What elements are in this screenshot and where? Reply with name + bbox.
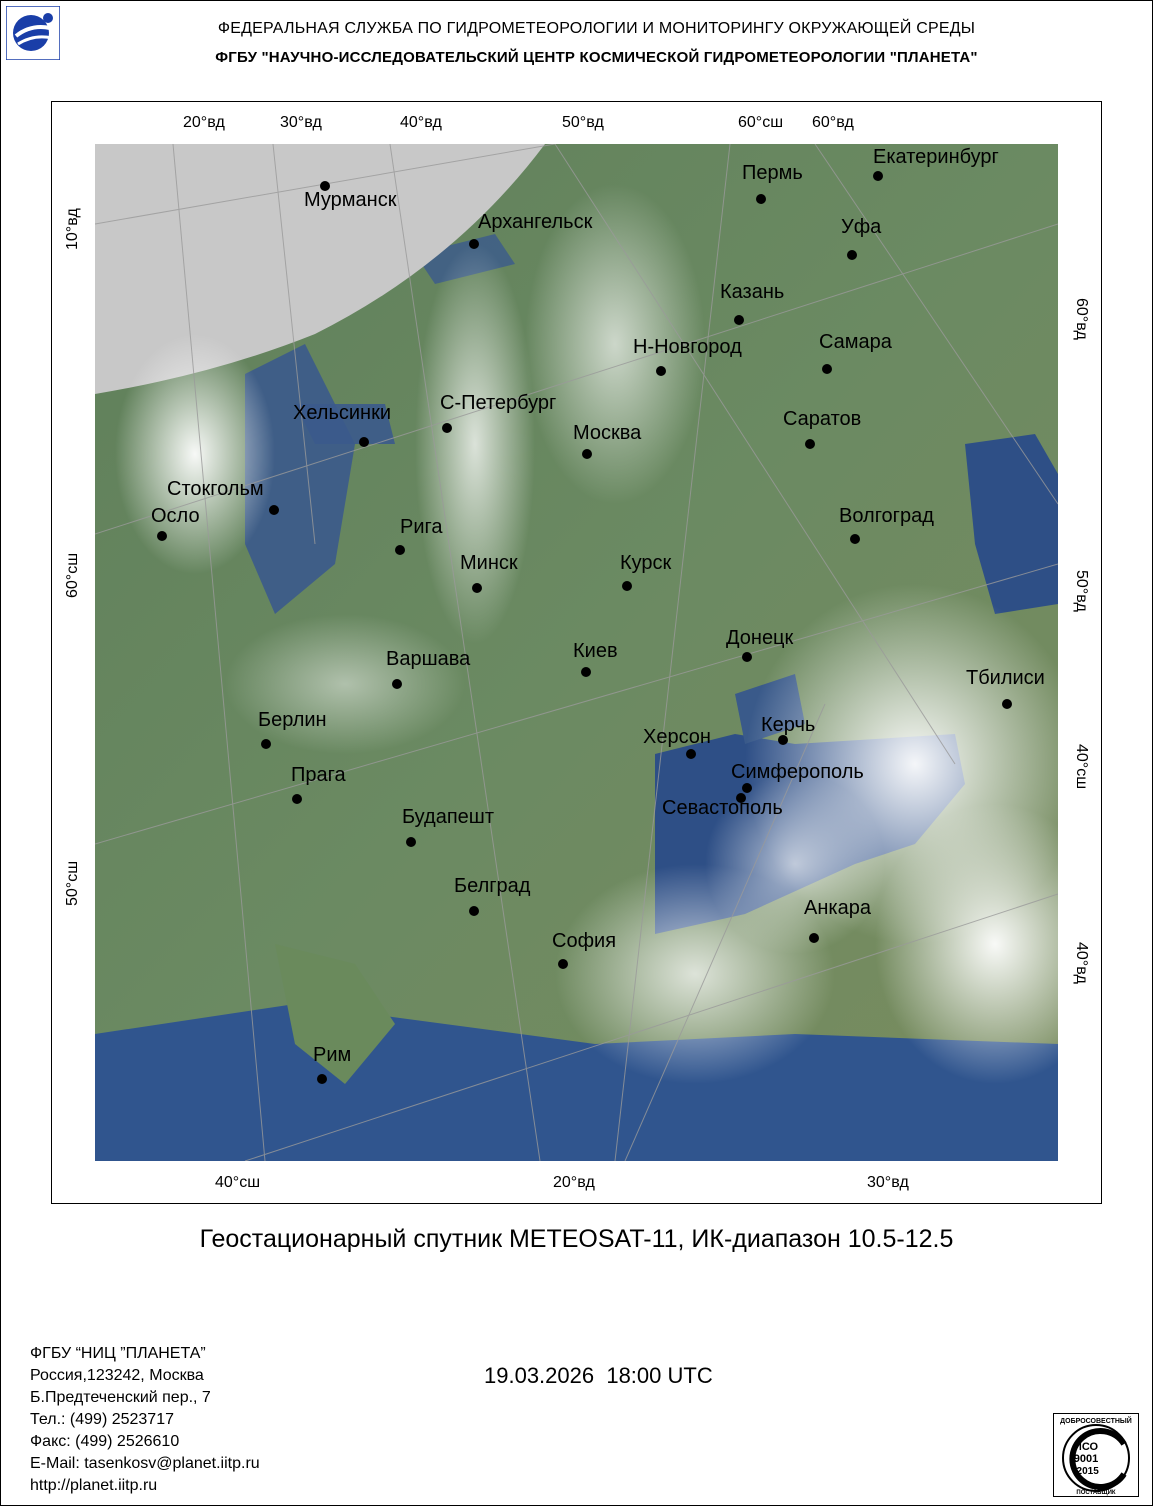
- contact-line: E-Mail: tasenkosv@planet.iitp.ru: [30, 1455, 260, 1472]
- city-label: Волгоград: [839, 505, 934, 527]
- city-marker: [805, 439, 815, 449]
- city-marker: [469, 239, 479, 249]
- city-marker: [359, 437, 369, 447]
- contact-line: Тел.: (499) 2523717: [30, 1411, 174, 1428]
- city-label: Уфа: [841, 216, 882, 238]
- city-label: Симферополь: [731, 761, 864, 783]
- iso-badge-icon: [1054, 1414, 1138, 1496]
- grid-label-left: 10°вд: [64, 208, 81, 250]
- city-label: Будапешт: [402, 806, 494, 828]
- city-label: Осло: [151, 505, 200, 527]
- city-label: Керчь: [761, 714, 816, 736]
- city-marker: [582, 449, 592, 459]
- grid-label-right: 40°вд: [1073, 942, 1090, 984]
- city-marker: [406, 837, 416, 847]
- contact-line: Б.Предтеченский пер., 7: [30, 1389, 211, 1406]
- contact-line: Россия,123242, Москва: [30, 1367, 204, 1384]
- city-marker: [850, 534, 860, 544]
- city-marker: [622, 581, 632, 591]
- city-label: Н-Новгород: [633, 336, 742, 358]
- city-label: Севастополь: [662, 797, 783, 819]
- city-label: Москва: [573, 422, 642, 444]
- city-marker: [292, 794, 302, 804]
- city-label: Киев: [573, 640, 618, 662]
- city-label: Архангельск: [478, 211, 593, 233]
- city-marker: [822, 364, 832, 374]
- city-label: Мурманск: [304, 189, 397, 211]
- contact-line: http://planet.iitp.ru: [30, 1477, 158, 1494]
- city-label: Рига: [400, 516, 443, 538]
- grid-label-right: 60°вд: [1073, 298, 1090, 340]
- header-agency: ФЕДЕРАЛЬНАЯ СЛУЖБА ПО ГИДРОМЕТЕОРОЛОГИИ И МОНИТОРИНГУ ОКРУЖАЮЩЕЙ СРЕДЫ: [217, 20, 976, 37]
- city-label: Курск: [620, 552, 672, 574]
- city-label: Анкара: [804, 897, 871, 919]
- city-label: Минск: [460, 552, 518, 574]
- image-caption: Геостационарный спутник METEOSAT-11, ИК-диапазон 10.5-12.5: [199, 1225, 954, 1253]
- city-label: Стокгольм: [167, 478, 264, 500]
- grid-label-right: 50°вд: [1073, 570, 1090, 612]
- city-label: Пермь: [742, 162, 803, 184]
- city-marker: [395, 545, 405, 555]
- contact-line: Факс: (499) 2526610: [30, 1433, 180, 1450]
- city-label: Казань: [720, 281, 785, 303]
- city-label: Рим: [313, 1044, 352, 1066]
- city-marker: [734, 315, 744, 325]
- grid-label-top: 60°сш: [738, 114, 784, 131]
- grid-label-top: 40°вд: [400, 114, 442, 131]
- grid-label-bottom: 20°вд: [553, 1174, 595, 1191]
- grid-label-top: 60°вд: [812, 114, 854, 131]
- city-marker: [472, 583, 482, 593]
- contacts-block: [30, 1343, 260, 1497]
- city-marker: [847, 250, 857, 260]
- grid-label-left: 50°сш: [64, 860, 81, 906]
- city-marker: [873, 171, 883, 181]
- city-marker: [742, 652, 752, 662]
- city-marker: [656, 366, 666, 376]
- city-marker: [756, 194, 766, 204]
- city-marker: [317, 1074, 327, 1084]
- contact-line: ФГБУ “НИЦ ”ПЛАНЕТА”: [30, 1345, 206, 1362]
- iso-line1: ИСО: [1073, 1441, 1099, 1453]
- grid-label-left: 60°сш: [64, 552, 81, 598]
- grid-label-top: 30°вд: [280, 114, 322, 131]
- city-label: Варшава: [386, 648, 471, 670]
- city-label: София: [552, 930, 617, 952]
- iso-certificate-badge: [1053, 1413, 1139, 1497]
- grid-label-bottom: 40°сш: [215, 1174, 261, 1191]
- city-marker: [442, 423, 452, 433]
- city-label: С-Петербург: [440, 392, 557, 414]
- city-marker: [269, 505, 279, 515]
- city-marker: [686, 749, 696, 759]
- city-label: Самара: [819, 331, 892, 353]
- grid-label-top: 50°вд: [562, 114, 604, 131]
- iso-arc-text: ДОБРОСОВЕСТНЫЙ: [1060, 1418, 1132, 1425]
- observation-datetime: 19.03.2026 18:00 UTC: [484, 1363, 713, 1388]
- city-label: Херсон: [643, 726, 711, 748]
- city-marker: [261, 739, 271, 749]
- city-marker: [469, 906, 479, 916]
- iso-line3: -2015: [1073, 1466, 1099, 1477]
- city-marker: [581, 667, 591, 677]
- city-label: Белград: [454, 875, 531, 897]
- city-marker: [157, 531, 167, 541]
- grid-label-bottom: 30°вд: [867, 1174, 909, 1191]
- city-marker: [809, 933, 819, 943]
- city-marker: [558, 959, 568, 969]
- city-label: Донецк: [726, 627, 794, 649]
- city-label: Тбилиси: [966, 667, 1045, 689]
- grid-label-right: 40°сш: [1073, 744, 1090, 790]
- city-label: Берлин: [258, 709, 327, 731]
- city-label: Хельсинки: [293, 402, 392, 424]
- grid-label-top: 20°вд: [183, 114, 225, 131]
- city-label: Саратов: [783, 408, 862, 430]
- iso-line2: 9001: [1073, 1453, 1099, 1465]
- city-label: Прага: [291, 764, 346, 786]
- city-marker: [1002, 699, 1012, 709]
- city-marker: [392, 679, 402, 689]
- iso-bottom-text: ПОСТАВЩИК: [1076, 1490, 1116, 1496]
- city-label: Екатеринбург: [873, 146, 999, 168]
- header-center: ФГБУ "НАУЧНО-ИССЛЕДОВАТЕЛЬСКИЙ ЦЕНТР КОСМИЧЕСКОЙ ГИДРОМЕТЕОРОЛОГИИ "ПЛАНЕТА": [215, 49, 978, 66]
- city-marker: [742, 783, 752, 793]
